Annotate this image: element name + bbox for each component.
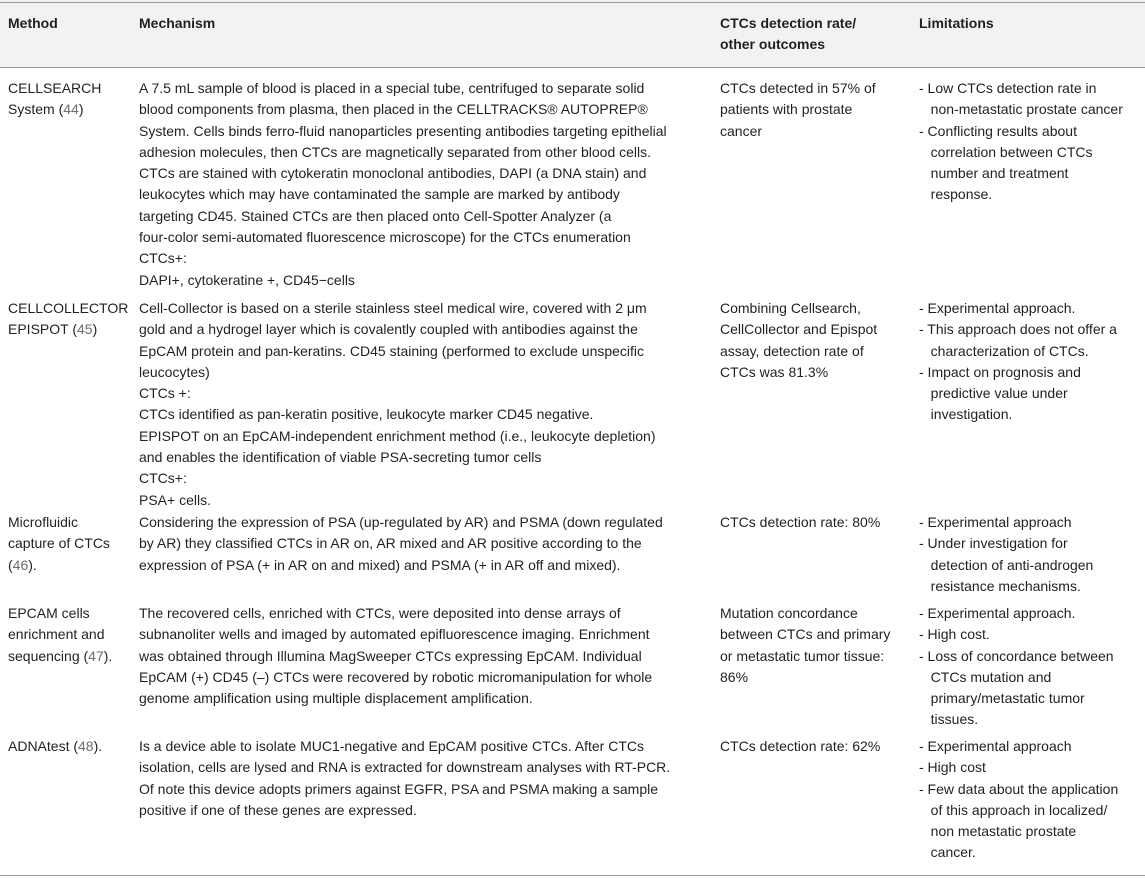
header-mechanism: Mechanism — [139, 15, 216, 31]
mechanism-line: Cell-Collector is based on a sterile stainless steel medical wire, covered with 2 μm — [139, 300, 647, 316]
table-header-rule — [0, 67, 1145, 68]
mechanism-line: gold and a hydrogel layer which is covalently coupled with antibodies against the — [139, 321, 638, 338]
limitation-line: number and treatment — [919, 165, 1069, 182]
limitation-line: - Experimental approach. — [919, 605, 1076, 621]
outcomes-line: Combining Cellsearch, — [720, 300, 861, 316]
limitation-line: - Loss of concordance between — [919, 647, 1114, 664]
mechanism-line: CTCs +: — [139, 385, 191, 402]
mechanism-line: A 7.5 mL sample of blood is placed in a special tube, centrifuged to separate solid — [139, 80, 645, 96]
mechanism-line: PSA+ cells. — [139, 491, 211, 508]
limitation-line: - Conflicting results about — [919, 122, 1077, 139]
outcomes-cell — [720, 298, 912, 383]
header-outcomes — [720, 13, 910, 55]
limitation-line: - Experimental approach — [919, 738, 1072, 754]
mechanism-cell — [139, 512, 714, 576]
outcomes-line: CellCollector and Epispot — [720, 321, 878, 338]
table-header — [0, 0, 1145, 67]
header-outcomes-line1: CTCs detection rate/ — [720, 15, 857, 31]
table-row — [0, 78, 1145, 298]
limitations-cell — [919, 736, 1145, 864]
method-cell — [8, 298, 136, 341]
limitation-line: tissues. — [919, 711, 979, 728]
mechanism-cell — [139, 298, 714, 511]
outcomes-line: CTCs detected in 57% of — [720, 80, 876, 96]
reference-number: 47 — [88, 647, 104, 664]
limitations-cell — [919, 298, 1145, 426]
outcomes-line: CTCs detection rate: 80% — [720, 514, 881, 530]
mechanism-line: genome amplification using multiple displacement amplification. — [139, 690, 533, 707]
mechanism-line: expression of PSA (+ in AR on and mixed) and PSMA (+ in AR off and mixed). — [139, 556, 621, 573]
limitation-line: - Low CTCs detection rate in — [919, 80, 1097, 96]
limitation-line: - Experimental approach — [919, 514, 1072, 530]
method-line: ADNAtest (48). — [8, 738, 103, 754]
method-line: (46). — [8, 556, 37, 573]
mechanism-line: leukocytes which may have contaminated the sample are marked by antibody — [139, 186, 620, 203]
limitation-line: - Under investigation for — [919, 535, 1068, 552]
outcomes-line: 86% — [720, 668, 749, 685]
reference-number: 46 — [12, 556, 29, 573]
outcomes-line: patients with prostate — [720, 101, 853, 118]
limitation-line: detection of anti-androgen — [919, 556, 1094, 573]
outcomes-line: between CTCs and primary — [720, 626, 891, 643]
mechanism-line: was obtained through Illumina MagSweeper CTCs expressing EpCAM. Individual — [139, 647, 642, 664]
mechanism-line: Considering the expression of PSA (up-regulated by AR) and PSMA (down regulated — [139, 514, 663, 530]
outcomes-line: cancer — [720, 122, 763, 139]
mechanism-line: DAPI+, cytokeratine +, CD45−cells — [139, 271, 355, 288]
method-line: enrichment and — [8, 626, 105, 643]
mechanism-line: The recovered cells, enriched with CTCs, were deposited into dense arrays of — [139, 605, 621, 621]
reference-number: 48 — [78, 738, 94, 754]
mechanism-line: CTCs identified as pan-keratin positive, leukocyte marker CD45 negative. — [139, 406, 594, 423]
mechanism-line: leucocytes) — [139, 363, 210, 380]
table-row — [0, 736, 1145, 875]
method-line: sequencing (47). — [8, 647, 113, 664]
table-row — [0, 512, 1145, 603]
mechanism-line: CTCs+: — [139, 470, 187, 487]
method-line: CELLCOLLECTOR — [8, 300, 129, 316]
outcomes-cell — [720, 603, 912, 688]
limitation-line: non metastatic prostate — [919, 823, 1077, 840]
limitation-line: characterization of CTCs. — [919, 342, 1089, 359]
mechanism-line: and enables the identification of viable PSA-secreting tumor cells — [139, 449, 542, 466]
limitation-line: - High cost. — [919, 626, 990, 643]
mechanism-line: four-color semi-automated fluorescence microscope) for the CTCs enumeration — [139, 229, 631, 246]
limitation-line: primary/metastatic tumor — [919, 690, 1085, 707]
limitations-cell — [919, 603, 1145, 731]
outcomes-line: or metastatic tumor tissue: — [720, 647, 885, 664]
mechanism-line: EpCAM protein and pan-keratins. CD45 staining (performed to exclude unspecific — [139, 342, 645, 359]
mechanism-cell — [139, 603, 714, 709]
limitation-line: - Impact on prognosis and — [919, 363, 1081, 380]
header-outcomes-line2: other outcomes — [720, 36, 826, 52]
limitation-line: predictive value under — [919, 385, 1068, 402]
limitation-line: correlation between CTCs — [919, 143, 1093, 160]
limitation-line: - Few data about the application — [919, 780, 1119, 797]
mechanism-line: EPISPOT on an EpCAM-independent enrichment method (i.e., leukocyte depletion) — [139, 427, 656, 444]
mechanism-line: Is a device able to isolate MUC1-negative and EpCAM positive CTCs. After CTCs — [139, 738, 644, 754]
method-line: System (44) — [8, 101, 84, 118]
mechanism-line: Of note this device adopts primers against EGFR, PSA and PSMA making a sample — [139, 780, 659, 797]
mechanism-line: isolation, cells are lysed and RNA is extracted for downstream analyses with RT-PCR. — [139, 759, 671, 776]
mechanism-line: blood components from plasma, then placed in the CELLTRACKS® AUTOPREP® — [139, 101, 648, 118]
table-top-rule — [0, 2, 1145, 3]
mechanism-line: EpCAM (+) CD45 (–) CTCs were recovered by robotic micromanipulation for whole — [139, 668, 653, 685]
limitation-line: non-metastatic prostate cancer — [919, 101, 1123, 118]
mechanism-line: targeting CD45. Stained CTCs are then placed onto Cell-Spotter Analyzer (a — [139, 207, 612, 224]
mechanism-cell — [139, 736, 714, 821]
mechanism-line: by AR) they classified CTCs in AR on, AR mixed and AR positive according to the — [139, 535, 642, 552]
outcomes-cell — [720, 736, 912, 757]
mechanism-line: positive if one of these genes are expressed. — [139, 801, 417, 818]
method-line: CELLSEARCH — [8, 80, 102, 96]
method-cell — [8, 78, 136, 121]
limitation-line: cancer. — [919, 844, 976, 861]
outcomes-cell — [720, 512, 912, 533]
limitation-line: of this approach in localized/ — [919, 801, 1108, 818]
table-row — [0, 603, 1145, 736]
limitation-line: - Experimental approach. — [919, 300, 1076, 316]
limitations-cell — [919, 512, 1145, 597]
limitations-cell — [919, 78, 1145, 206]
header-method: Method — [8, 15, 58, 31]
mechanism-line: adhesion molecules, then CTCs are magnetically separated from other blood cells. — [139, 143, 652, 160]
reference-number: 45 — [76, 321, 93, 338]
outcomes-line: CTCs detection rate: 62% — [720, 738, 881, 754]
outcomes-line: Mutation concordance — [720, 605, 858, 621]
limitation-line: - This approach does not offer a — [919, 321, 1117, 338]
mechanism-cell — [139, 78, 714, 291]
mechanism-line: CTCs+: — [139, 250, 187, 267]
method-line: EPCAM cells — [8, 605, 90, 621]
method-cell — [8, 512, 136, 576]
method-line: capture of CTCs — [8, 535, 110, 552]
table-row — [0, 298, 1145, 512]
outcomes-line: CTCs was 81.3% — [720, 363, 829, 380]
limitation-line: CTCs mutation and — [919, 668, 1052, 685]
method-line: Microfluidic — [8, 514, 79, 530]
limitation-line: - High cost — [919, 759, 986, 776]
method-cell — [8, 603, 136, 667]
mechanism-line: System. Cells binds ferro-fluid nanoparticles presenting antibodies targeting epithelial — [139, 122, 667, 139]
method-line: EPISPOT (45) — [8, 321, 98, 338]
table-bottom-rule — [0, 875, 1145, 876]
outcomes-cell — [720, 78, 912, 142]
header-limitations: Limitations — [919, 15, 994, 31]
mechanism-line: CTCs are stained with cytokeratin monoclonal antibodies, DAPI (a DNA stain) and — [139, 165, 647, 182]
limitation-line: investigation. — [919, 406, 1013, 423]
limitation-line: resistance mechanisms. — [919, 577, 1081, 594]
method-cell — [8, 736, 136, 757]
reference-number: 44 — [63, 101, 79, 118]
outcomes-line: assay, detection rate of — [720, 342, 864, 359]
limitation-line: response. — [919, 186, 993, 203]
mechanism-line: subnanoliter wells and imaged by automated epifluorescence imaging. Enrichment — [139, 626, 650, 643]
